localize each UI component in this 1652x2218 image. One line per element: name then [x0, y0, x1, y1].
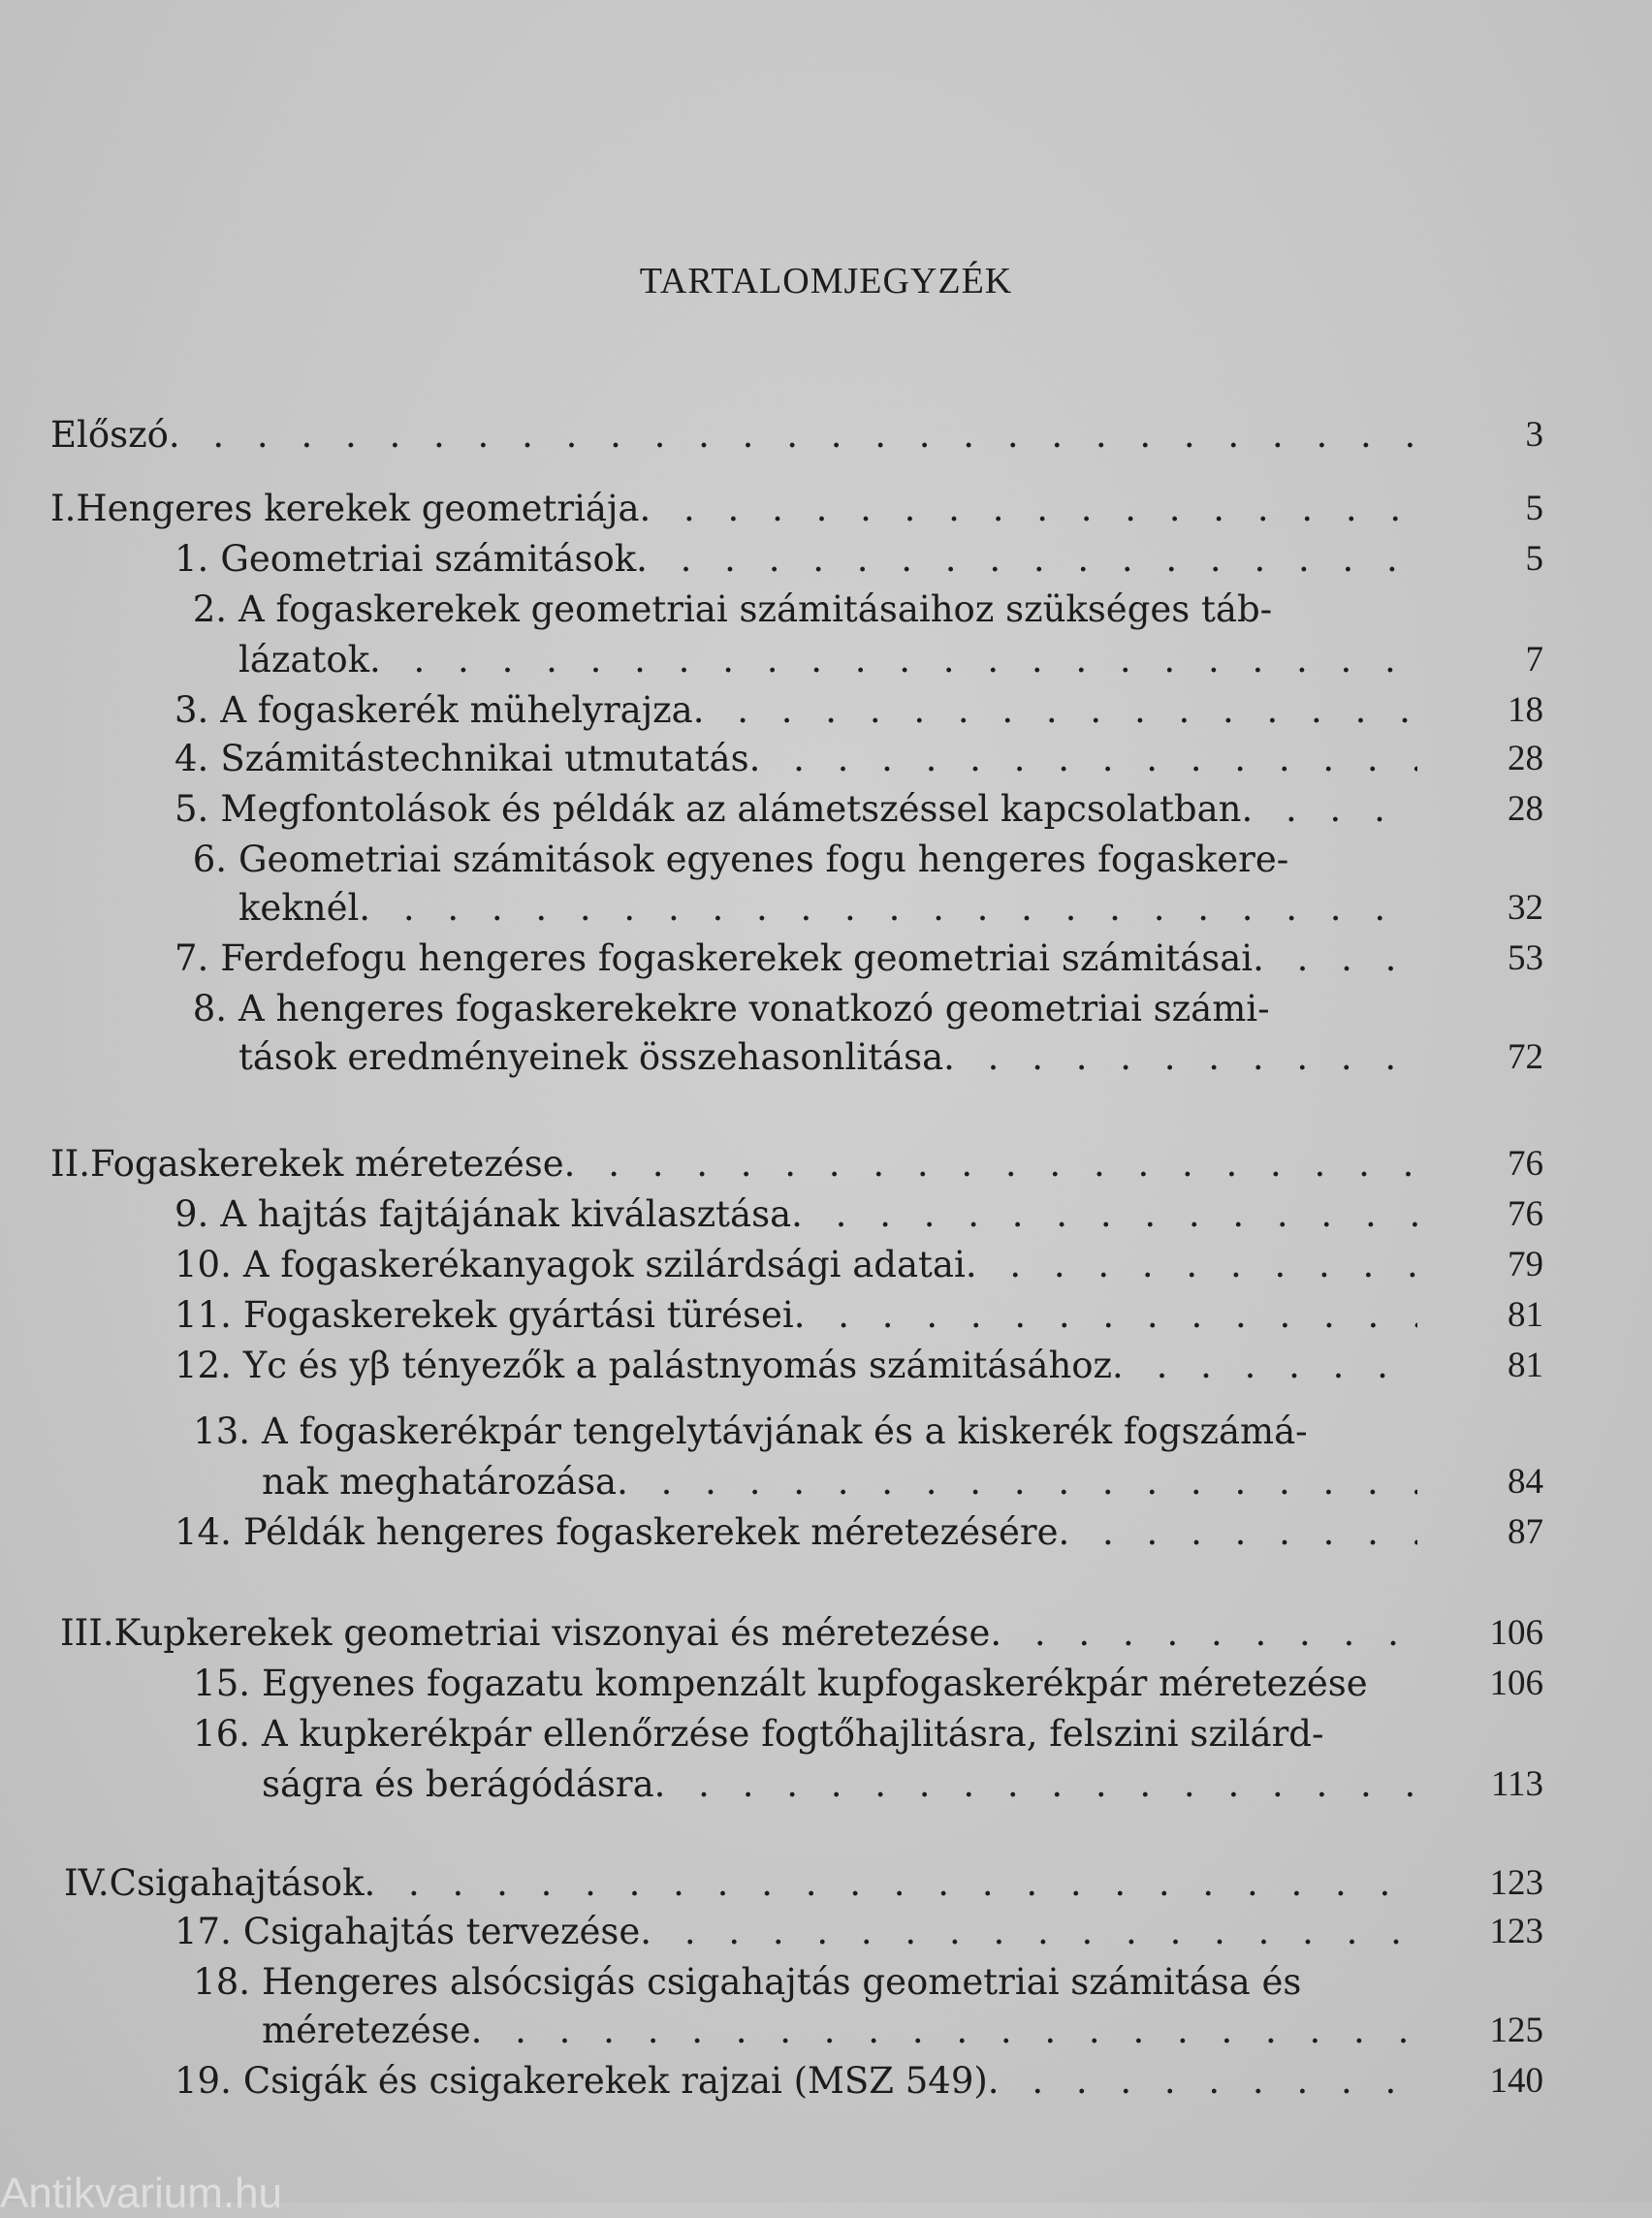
dot-leader	[359, 884, 1417, 933]
toc-entry-number: 15.	[193, 1663, 250, 1704]
dot-leader	[564, 1140, 1417, 1188]
toc-entry-continuation	[238, 884, 1543, 933]
dot-leader	[471, 2007, 1417, 2055]
dot-leader	[966, 1241, 1417, 1289]
toc-entry-number: 1.	[175, 538, 209, 580]
toc-page-number: 7	[1525, 640, 1543, 680]
dot-leader	[640, 485, 1417, 533]
toc-entry-text: lázatok	[238, 639, 370, 681]
toc-entry-number: 12.	[175, 1345, 232, 1386]
toc-entry-continuation	[262, 1458, 1543, 1506]
toc-entry-text: Számitástechnikai utmutatás	[220, 738, 749, 779]
toc-entry	[175, 785, 1543, 834]
toc-entry	[175, 1958, 1543, 2007]
toc-page-number: 140	[1489, 2061, 1543, 2101]
toc-page-number: 76	[1508, 1194, 1543, 1234]
dot-leader	[1253, 935, 1417, 983]
dot-leader	[1242, 785, 1418, 834]
toc-entry-continuation	[238, 636, 1543, 684]
toc-chapter-number: I.	[50, 488, 77, 529]
toc-entry	[175, 1508, 1543, 1557]
toc-page-number: 87	[1508, 1512, 1543, 1552]
toc-page-number: 3	[1525, 415, 1543, 455]
toc-page-number: 123	[1489, 1863, 1543, 1903]
toc-entry	[175, 935, 1543, 983]
toc-entry-text: A hajtás fajtájának kiválasztása	[220, 1193, 792, 1235]
toc-entry	[175, 586, 1543, 634]
dot-leader	[1059, 1508, 1418, 1557]
toc-chapter-number: IV.	[64, 1862, 110, 1904]
toc-entry-number: 19.	[175, 2060, 232, 2102]
toc-entry-text: méretezése	[262, 2010, 471, 2051]
toc-entry-text: Csigahajtások	[109, 1862, 365, 1904]
toc-entry-number: 4.	[175, 738, 209, 779]
toc-entry-number: 9.	[175, 1193, 209, 1235]
toc-page-number: 28	[1508, 739, 1543, 778]
toc-entry-text: Csigahajtás tervezése	[242, 1911, 641, 1952]
toc-entry-number: 16.	[193, 1713, 250, 1755]
toc-page-number: 53	[1508, 938, 1543, 978]
toc-entry-text: Egyenes fogazatu kompenzált kupfogaskerékpár méretezése	[262, 1663, 1368, 1704]
dot-leader	[749, 735, 1417, 783]
toc-entry-text: tások eredményeinek összehasonlitása	[238, 1036, 944, 1078]
toc-chapter-4	[64, 1859, 1543, 1908]
toc-page-number: 84	[1508, 1462, 1543, 1502]
dot-leader	[369, 636, 1417, 684]
toc-entry-text: ságra és berágódásra	[262, 1763, 654, 1805]
toc-entry-text: Fogaskerekek méretezése	[90, 1143, 564, 1185]
toc-entry-foreword	[50, 411, 1543, 459]
toc-entry-text: Ferdefogu hengeres fogaskerekek geometriai számitásai	[220, 937, 1254, 979]
toc-page-number: 18	[1508, 690, 1543, 730]
toc-entry	[175, 2057, 1543, 2106]
toc-entry-text: Geometriai számitások	[220, 538, 637, 580]
dot-leader	[365, 1859, 1418, 1908]
toc-entry-text: Példák hengeres fogaskerekek méretezésére	[242, 1511, 1059, 1553]
toc-entry-text: Előszó	[50, 414, 169, 456]
toc-page-number: 81	[1508, 1295, 1543, 1335]
dot-leader	[654, 1760, 1417, 1809]
toc-page-number: 32	[1508, 888, 1543, 928]
toc-entry-text: A fogaskerékanyagok szilárdsági adatai	[242, 1244, 966, 1285]
dot-leader	[791, 1190, 1417, 1239]
toc-chapter-2	[50, 1140, 1543, 1188]
toc-entry	[175, 735, 1543, 783]
toc-entry-number: 3.	[175, 689, 209, 731]
toc-entry-text: Fogaskerekek gyártási türései	[242, 1294, 794, 1336]
toc-page-number: 76	[1508, 1144, 1543, 1184]
dot-leader	[636, 535, 1417, 584]
toc-entry	[175, 1908, 1543, 1956]
toc-entry-text: A fogaskerék mühelyrajza	[220, 689, 693, 731]
dot-leader	[943, 1033, 1417, 1082]
toc-entry-text: A fogaskerekek geometriai számitásaihoz szükséges táb-	[238, 588, 1273, 630]
toc-entry-number: 14.	[175, 1511, 232, 1553]
toc-entry-number: 7.	[175, 937, 209, 979]
watermark: Antikvarium.hu	[0, 2170, 283, 2217]
dot-leader	[990, 1609, 1417, 1658]
toc-page-number: 5	[1525, 489, 1543, 528]
toc-page-number: 28	[1508, 789, 1543, 829]
toc-entry-continuation	[238, 1033, 1543, 1082]
toc-page-number: 106	[1489, 1664, 1543, 1703]
toc-entry	[175, 535, 1543, 584]
toc-entry-number: 11.	[175, 1294, 232, 1336]
page-title: TARTALOMJEGYZÉK	[639, 261, 1013, 301]
toc-page-number: 125	[1489, 2011, 1543, 2050]
toc-entry-text: Csigák és csigakerekek rajzai (MSZ 549)	[242, 2060, 988, 2102]
dot-leader	[169, 411, 1417, 459]
toc-entry-number: 10.	[175, 1244, 232, 1285]
toc-entry-number: 6.	[192, 839, 227, 880]
toc-entry-continuation	[262, 1760, 1543, 1809]
toc-entry-text: Yc és yβ tényezők a palástnyomás számitásához	[242, 1345, 1113, 1386]
dot-leader	[640, 1908, 1417, 1956]
toc-chapter-1	[50, 485, 1543, 533]
toc-chapter-3	[60, 1609, 1543, 1658]
toc-entry-number: 5.	[175, 788, 209, 830]
toc-entry	[175, 1710, 1543, 1759]
toc-entry-continuation	[262, 2007, 1543, 2055]
toc-entry-text: A fogaskerékpár tengelytávjának és a kiskerék fogszámá-	[262, 1410, 1308, 1452]
toc-entry-text: keknél	[238, 887, 360, 929]
dot-leader	[617, 1458, 1417, 1506]
toc-entry	[175, 1291, 1543, 1340]
toc-entry-text: Hengeres alsócsigás csigahajtás geometriai számitása és	[262, 1961, 1302, 2003]
toc-entry-text: Geometriai számitások egyenes fogu hengeres fogaskere-	[238, 839, 1289, 880]
toc-chapter-number: II.	[50, 1143, 90, 1185]
toc-entry	[175, 1190, 1543, 1239]
toc-entry	[175, 1660, 1543, 1708]
toc-entry-text: A kupkerékpár ellenőrzése fogtőhajlitásra, felszini szilárd-	[262, 1713, 1324, 1755]
toc-entry-text: Kupkerekek geometriai viszonyai és méretezése	[113, 1612, 991, 1654]
toc-entry-text: A hengeres fogaskerekekre vonatkozó geometriai számi-	[238, 988, 1270, 1030]
toc-entry-number: 18.	[193, 1961, 250, 2003]
toc-page-number: 72	[1508, 1037, 1543, 1077]
toc-entry	[175, 985, 1543, 1033]
toc-page-number: 106	[1489, 1613, 1543, 1653]
toc-entry-text: Hengeres kerekek geometriája	[76, 488, 640, 529]
toc-page-number: 123	[1489, 1912, 1543, 1951]
toc-entry-number: 8.	[192, 988, 227, 1030]
dot-leader	[1112, 1342, 1417, 1390]
dot-leader	[693, 686, 1417, 735]
toc-page-number: 81	[1508, 1346, 1543, 1385]
toc-page-number: 113	[1490, 1764, 1543, 1804]
toc-entry	[175, 1408, 1543, 1456]
toc-page-number: 5	[1525, 539, 1543, 579]
toc-entry	[175, 686, 1543, 735]
dot-leader	[794, 1291, 1417, 1340]
toc-entry	[175, 836, 1543, 884]
toc-chapter-number: III.	[60, 1612, 114, 1654]
toc-entry-text: Megfontolások és példák az alámetszéssel kapcsolatban	[220, 788, 1242, 830]
toc-entry-number: 17.	[175, 1911, 232, 1952]
dot-leader	[988, 2057, 1417, 2106]
toc-entry	[175, 1241, 1543, 1289]
toc-entry-text: nak meghatározása	[262, 1461, 618, 1503]
toc-entry	[175, 1342, 1543, 1390]
toc-entry-number: 13.	[193, 1410, 250, 1452]
toc-page-number: 79	[1508, 1245, 1543, 1284]
toc-entry-number: 2.	[192, 588, 227, 630]
